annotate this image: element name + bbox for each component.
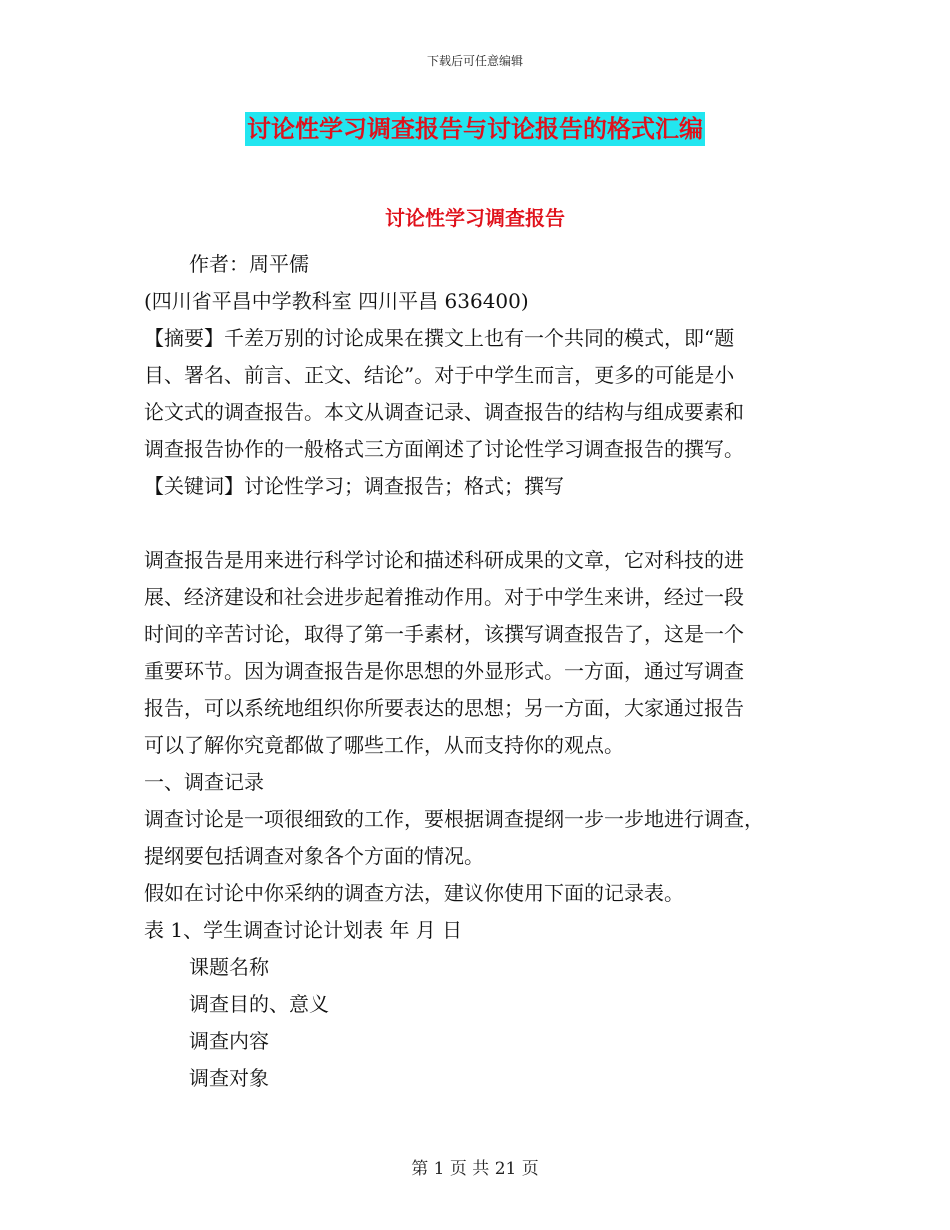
body-line: 报告，可以系统地组织你所要表达的思想；另一方面，大家通过报告 xyxy=(144,696,744,720)
table-row-label: 调查目的、意义 xyxy=(189,992,329,1016)
section-heading: 一、调查记录 xyxy=(144,770,264,794)
table-row-label: 调查内容 xyxy=(189,1029,269,1053)
table-caption: 表 1、学生调查讨论计划表 年 月 日 xyxy=(144,918,463,942)
table-row-label: 调查对象 xyxy=(189,1066,269,1090)
body-line: 可以了解你究竟都做了哪些工作，从而支持你的观点。 xyxy=(144,733,624,757)
section-line: 假如在讨论中你采纳的调查方法，建议你使用下面的记录表。 xyxy=(144,881,684,905)
section-line: 提纲要包括调查对象各个方面的情况。 xyxy=(144,844,484,868)
abstract-line: 目、署名、前言、正文、结论”。对于中学生而言，更多的可能是小 xyxy=(144,363,735,387)
main-title-container xyxy=(0,112,950,146)
author-line: 作者：周平儒 xyxy=(189,252,309,276)
main-title: 讨论性学习调查报告与讨论报告的格式汇编 xyxy=(245,112,705,146)
document-body xyxy=(144,246,804,1097)
paragraph-spacer xyxy=(144,505,804,542)
section-line: 调查讨论是一项很细致的工作，要根据调查提纲一步一步地进行调查， xyxy=(144,807,764,831)
body-line: 展、经济建设和社会进步起着推动作用。对于中学生来讲，经过一段 xyxy=(144,585,744,609)
body-line: 重要环节。因为调查报告是你思想的外显形式。一方面，通过写调查 xyxy=(144,659,744,683)
keywords-line: 【关键词】讨论性学习；调查报告；格式；撰写 xyxy=(144,474,564,498)
table-row-label: 课题名称 xyxy=(189,955,269,979)
body-line: 时间的辛苦讨论，取得了第一手素材，该撰写调查报告了，这是一个 xyxy=(144,622,744,646)
abstract-line: 调查报告协作的一般格式三方面阐述了讨论性学习调查报告的撰写。 xyxy=(144,437,744,461)
affiliation-line: (四川省平昌中学教科室 四川平昌 636400) xyxy=(144,289,529,313)
abstract-line: 论文式的调查报告。本文从调查记录、调查报告的结构与组成要素和 xyxy=(144,400,744,424)
body-line: 调查报告是用来进行科学讨论和描述科研成果的文章，它对科技的进 xyxy=(144,548,744,572)
abstract-line: 【摘要】千差万别的讨论成果在撰文上也有一个共同的模式，即“题 xyxy=(144,326,735,350)
page-header-note: 下载后可任意编辑 xyxy=(426,54,523,68)
sub-title: 讨论性学习调查报告 xyxy=(385,206,565,230)
page-footer: 第 1 页 共 21 页 xyxy=(411,1159,539,1179)
